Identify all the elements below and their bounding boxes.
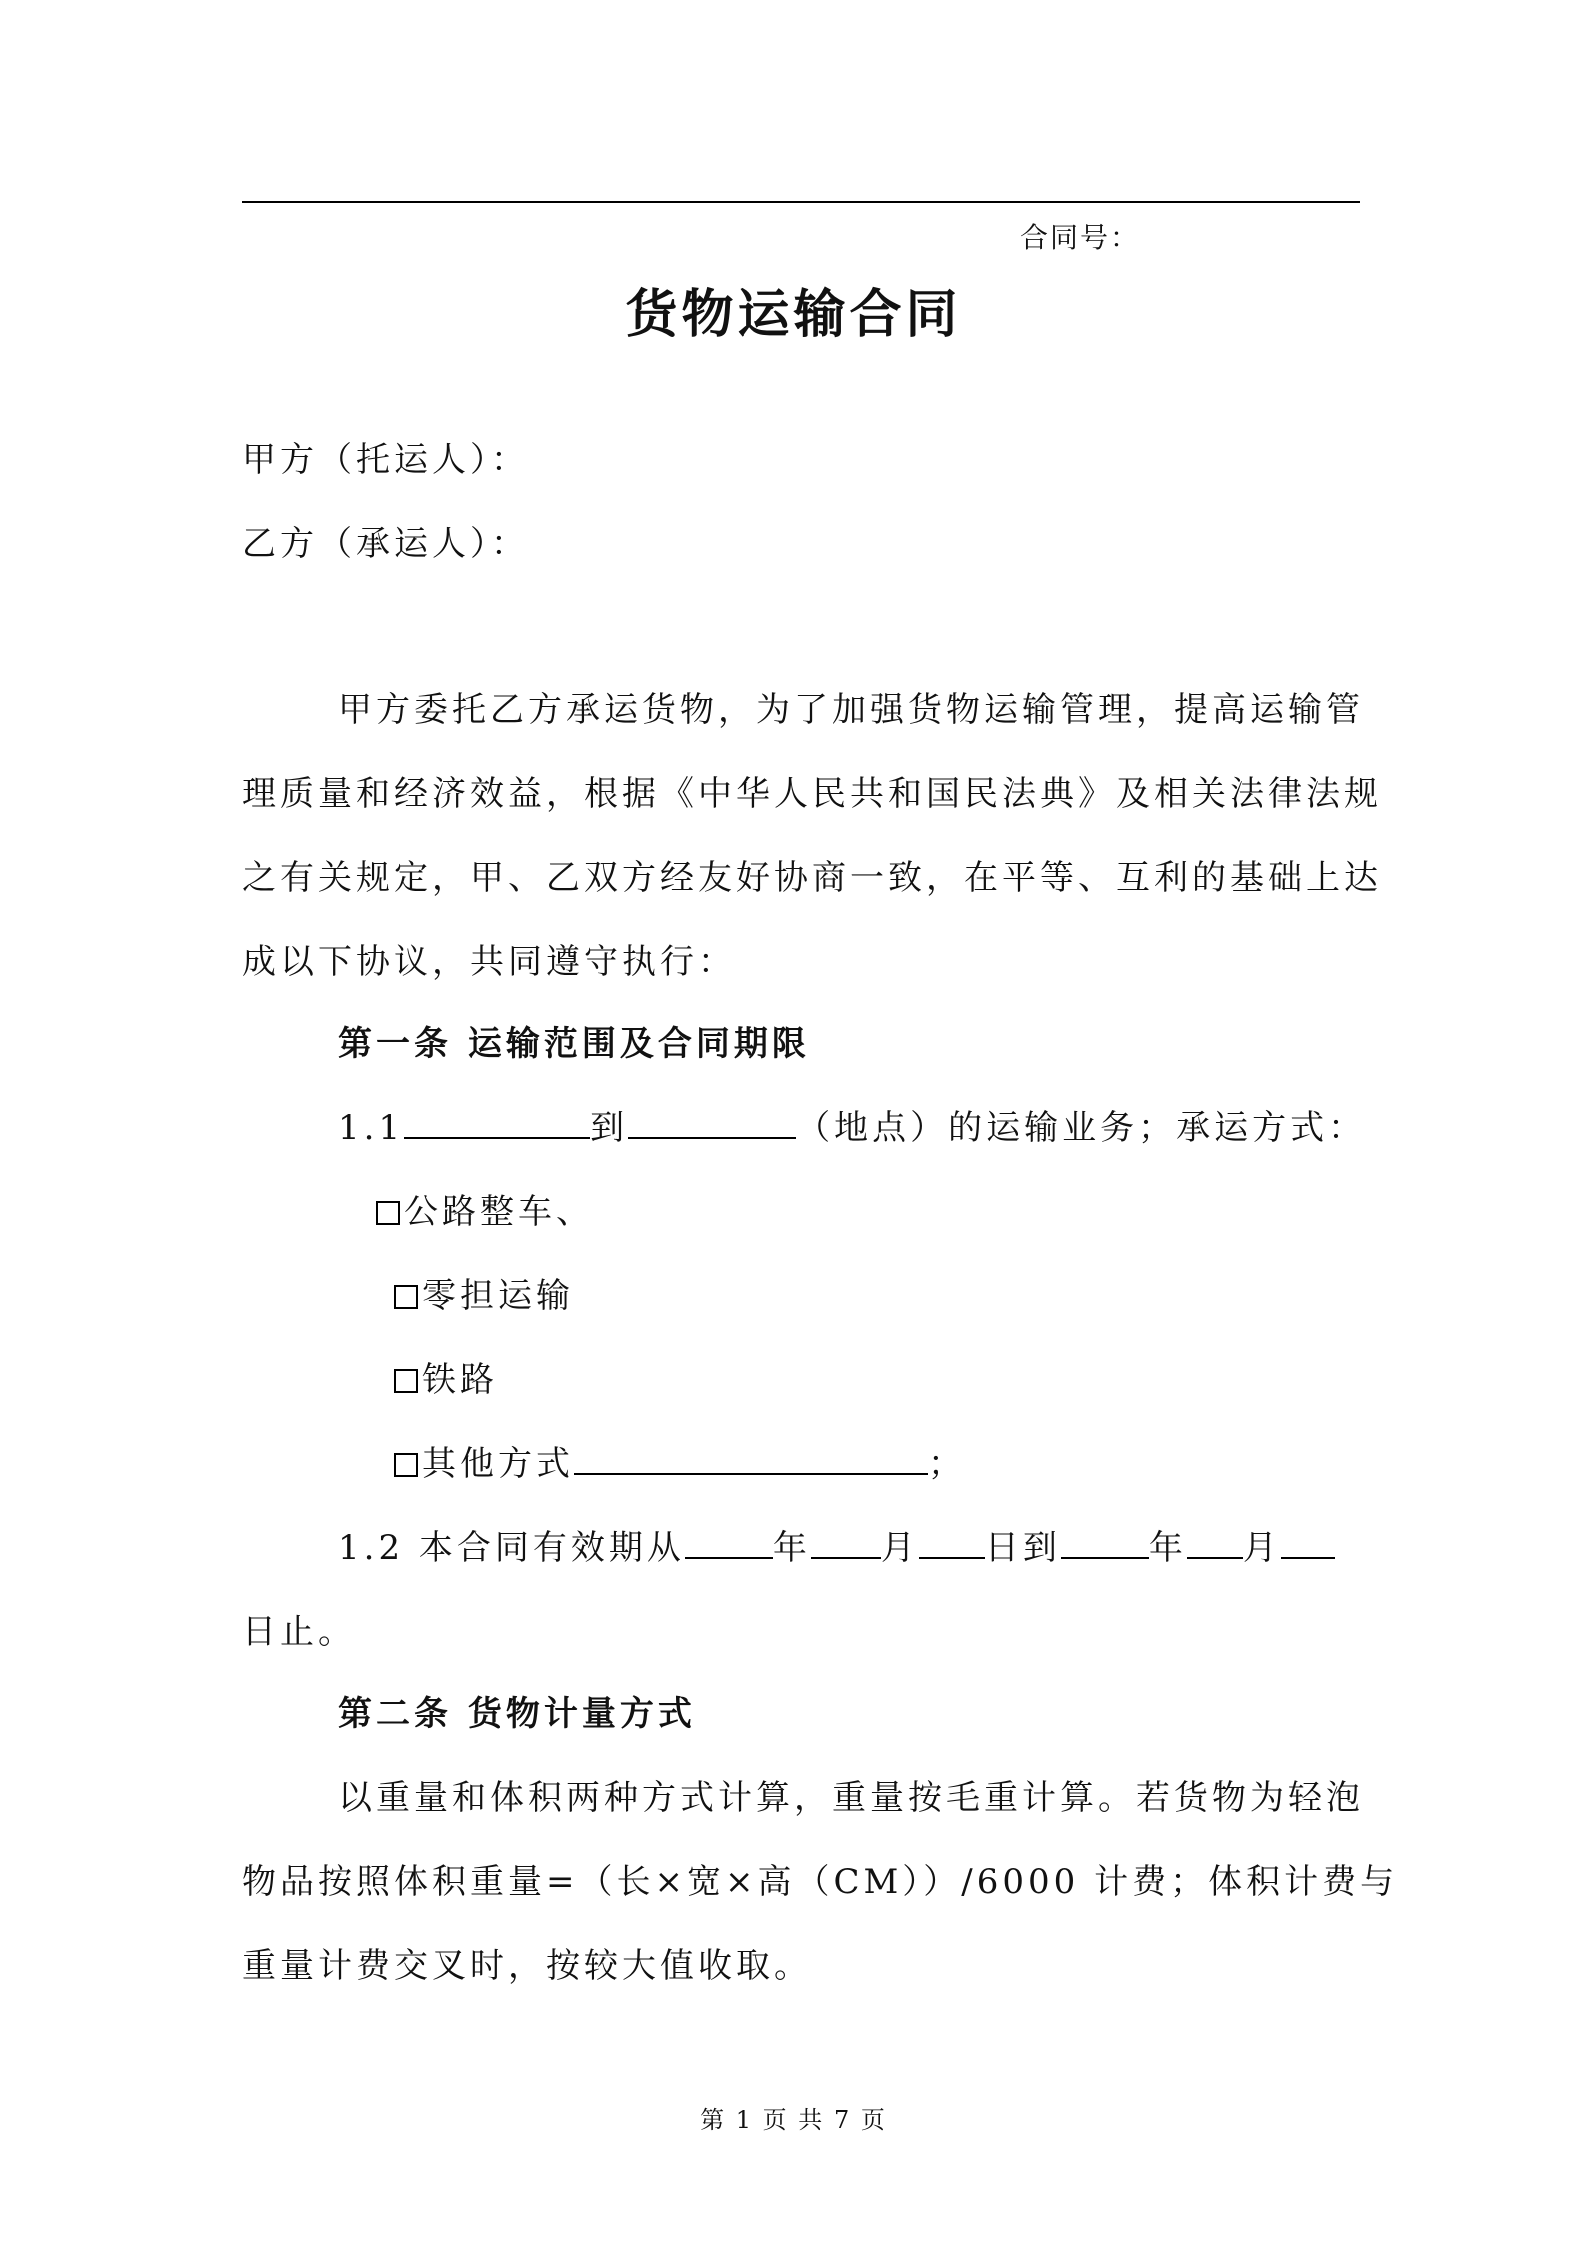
article-2-line-3: 重量计费交叉时，按较大值收取。: [242, 1946, 812, 1986]
article-2-heading: 第二条 货物计量方式: [338, 1694, 696, 1734]
preamble-line-2: 理质量和经济效益，根据《中华人民共和国民法典》及相关法律法规: [242, 774, 1382, 814]
day-to-label: 日到: [984, 1528, 1061, 1568]
year-label: 年: [772, 1528, 811, 1568]
option-other-end: ；: [928, 1444, 966, 1484]
option-road: [376, 1184, 594, 1233]
article-2-line-2: 物品按照体积重量=（长×宽×高（CM））/6000 计费；体积计费与: [242, 1862, 1399, 1902]
option-other: [394, 1436, 966, 1485]
end-month-blank[interactable]: [1187, 1527, 1243, 1559]
clause-1-1-prefix: 1.1: [338, 1108, 405, 1148]
clause-1-2: [338, 1520, 1335, 1569]
preamble-line-4: 成以下协议，共同遵守执行：: [242, 942, 736, 982]
checkbox-other[interactable]: [394, 1453, 418, 1477]
contract-number-label: 合同号：: [1020, 221, 1141, 254]
end-year-blank[interactable]: [1061, 1527, 1149, 1559]
clause-1-1-suffix: （地点）的运输业务；承运方式：: [796, 1108, 1367, 1148]
party-a-line: 甲方（托运人）：: [242, 440, 529, 480]
preamble-line-1: 甲方委托乙方承运货物，为了加强货物运输管理，提高运输管: [338, 690, 1364, 730]
document-title: 货物运输合同: [625, 284, 962, 345]
origin-blank[interactable]: [404, 1107, 590, 1139]
preamble-line-3: 之有关规定，甲、乙双方经友好协商一致，在平等、互利的基础上达: [242, 858, 1382, 898]
year-label-2: 年: [1148, 1528, 1187, 1568]
other-method-blank[interactable]: [574, 1443, 928, 1475]
option-road-label: 公路整车、: [404, 1192, 594, 1232]
month-label-2: 月: [1242, 1528, 1281, 1568]
destination-blank[interactable]: [628, 1107, 796, 1139]
end-day-blank[interactable]: [1281, 1527, 1335, 1559]
start-day-blank[interactable]: [919, 1527, 985, 1559]
option-rail: [394, 1352, 498, 1401]
party-b-line: 乙方（承运人）：: [242, 524, 529, 564]
checkbox-rail[interactable]: [394, 1369, 418, 1393]
clause-1-2-prefix: 1.2 本合同有效期从: [338, 1528, 685, 1568]
option-ltl: [394, 1268, 574, 1317]
checkbox-road[interactable]: [376, 1201, 400, 1225]
start-year-blank[interactable]: [685, 1527, 773, 1559]
article-1-heading: 第一条 运输范围及合同期限: [338, 1024, 810, 1064]
header-rule: [242, 201, 1360, 203]
option-ltl-label: 零担运输: [422, 1276, 574, 1316]
start-month-blank[interactable]: [811, 1527, 881, 1559]
option-other-label: 其他方式: [422, 1444, 574, 1484]
clause-1-2-end: 日止。: [242, 1612, 356, 1652]
checkbox-ltl[interactable]: [394, 1285, 418, 1309]
option-rail-label: 铁路: [422, 1360, 498, 1400]
month-label: 月: [880, 1528, 919, 1568]
clause-1-1-to: 到: [590, 1108, 629, 1148]
clause-1-1: [338, 1100, 1366, 1149]
article-2-line-1: 以重量和体积两种方式计算，重量按毛重计算。若货物为轻泡: [338, 1778, 1364, 1818]
page-number: 第 1 页 共 7 页: [700, 2106, 887, 2134]
